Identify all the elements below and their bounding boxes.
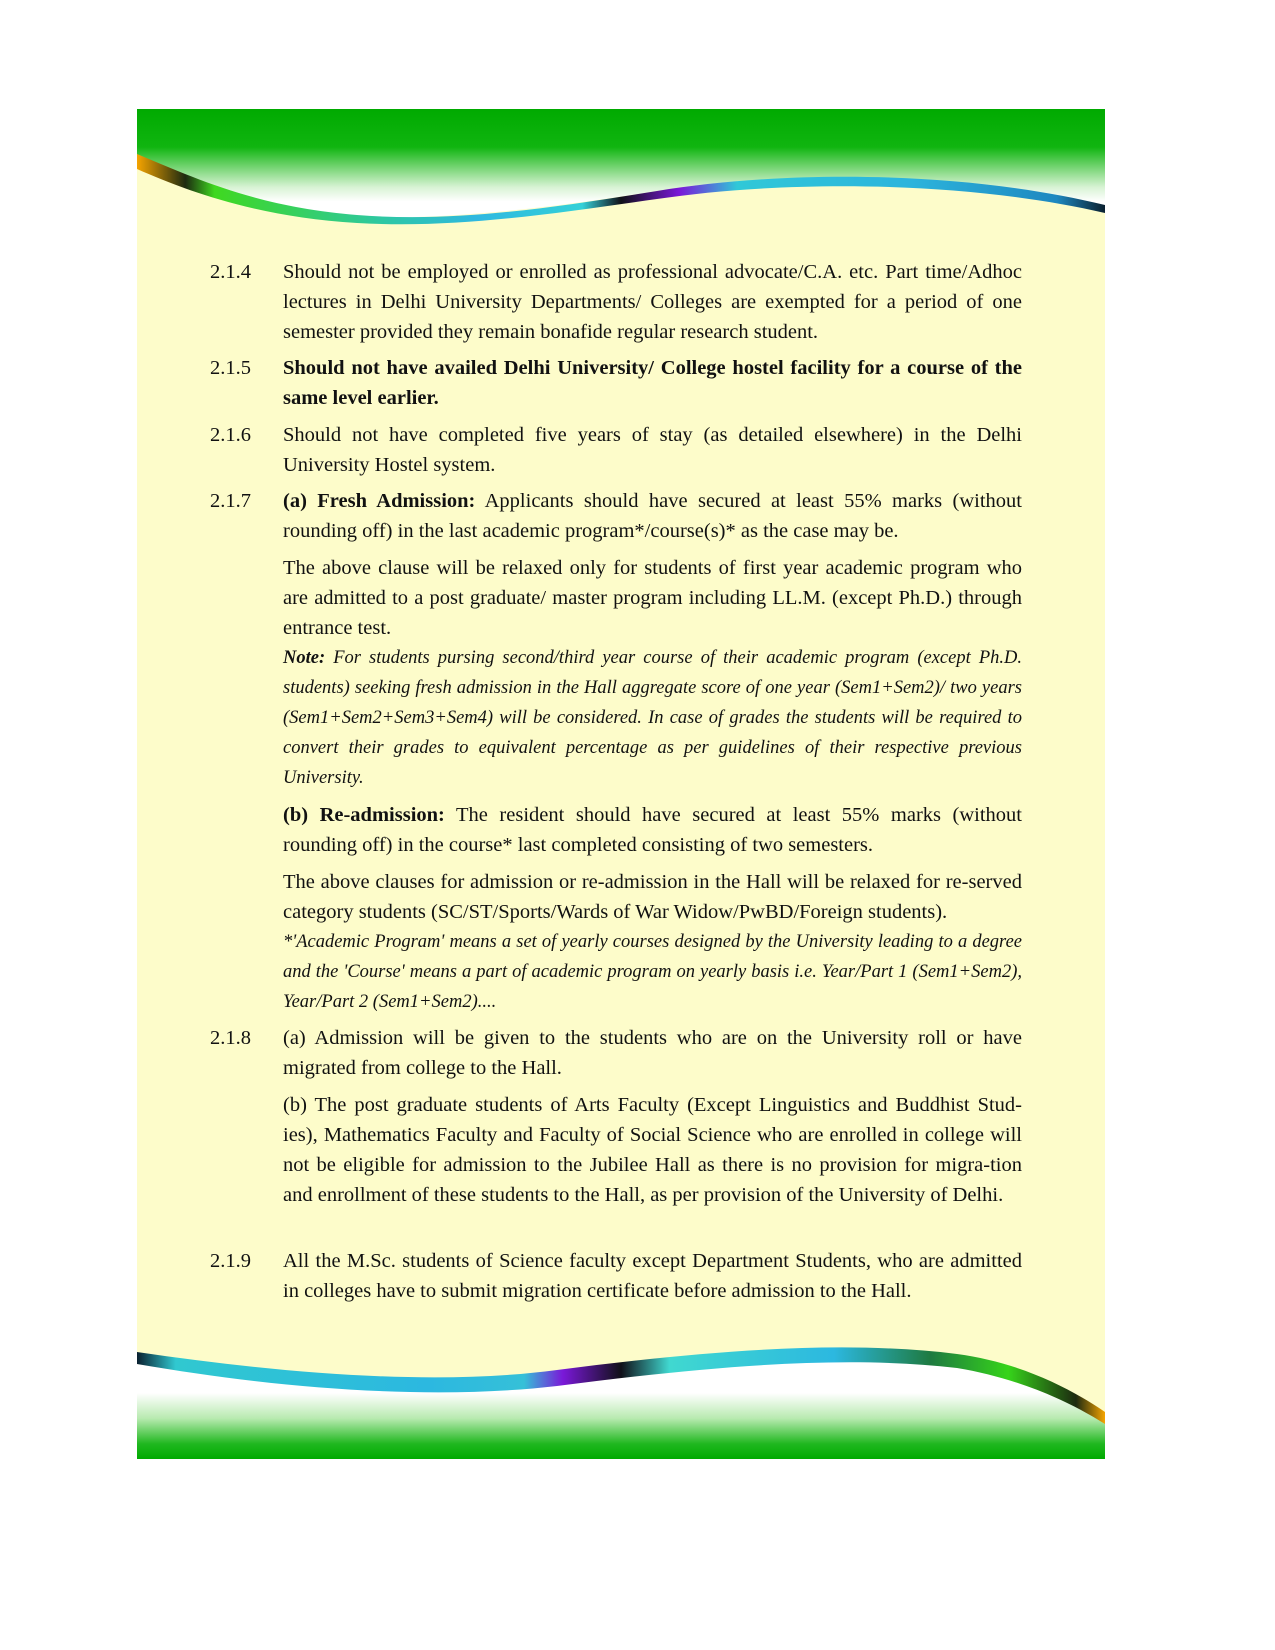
definition-note: *'Academic Program' means a set of yearly courses designed by the University leading to a degree and the 'Course' means a part of academic program on yearly basis i.e. Year/Part 1 (Sem1+Sem2), Year/Part 2 (Sem1+Sem2).... [283,932,1022,1012]
reserved-category-paragraph: The above clauses for admission or re-admission in the Hall will be relaxed for re-served category students (SC/ST/Sports/Wards of War Widow/PwBD/Foreign students). [283,871,1022,923]
clause-2-1-9 [210,1246,1022,1306]
clause-number: 2.1.8 [210,1027,251,1049]
clause-text-b: (b) The post graduate students of Arts Faculty (Except Linguistics and Buddhist Stud-ies), Mathematics Faculty and Faculty of Social Science who are enrolled in college will not be eligible for admission to the Jubilee Hall as there is no provision for migra-tion and enrollment of these students to the Hall, as per provision of the University of Delhi. [283,1094,1022,1206]
clause-number: 2.1.5 [210,357,251,379]
clause-text: Should not have availed Delhi University/ College hostel facility for a course of the same level earlier. [283,357,1022,409]
clause-text: Should not have completed five years of stay (as detailed elsewhere) in the Delhi University Hostel system. [283,424,1022,476]
clause-number: 2.1.9 [210,1250,251,1272]
fresh-admission-paragraph: (a) Fresh Admission: Applicants should have secured at least 55% marks (without rounding off) in the last academic program*/course(s)* as the case may be. [283,490,1022,542]
fresh-admission-label: (a) Fresh Admission: [283,490,476,512]
clause-2-1-4 [210,257,1022,347]
clause-text: All the M.Sc. students of Science faculty except Department Students, who are admitted in colleges have to submit migration certificate before admission to the Hall. [283,1250,1022,1302]
clause-2-1-6 [210,420,1022,480]
clause-number: 2.1.6 [210,424,251,446]
clause-number: 2.1.4 [210,261,251,283]
clause-2-1-5 [210,353,1022,413]
clause-number: 2.1.7 [210,490,251,512]
clause-2-1-7 [210,486,1022,1017]
document-page [137,109,1105,1459]
top-wave-banner [137,109,1105,229]
relaxation-paragraph: The above clause will be relaxed only for students of first year academic program who are admitted to a post graduate/ master program including LL.M. (except Ph.D.) through entrance test. [283,557,1022,639]
clause-2-1-8 [210,1023,1022,1210]
clause-text-a: (a) Admission will be given to the students who are on the University roll or have migrated from college to the Hall. [283,1027,1022,1079]
note-paragraph: Note: For students pursing second/third year course of their academic program (except Ph.D. students) seeking fresh admission in the Hall aggregate score of one year (Sem1+Sem2)/ two years (Sem1+Sem2+Sem3+Sem4) will be considered. In case of grades the students will be required to convert their grades to equivalent percentage as per guidelines of their respective previous University. [283,648,1022,788]
readmission-paragraph: (b) Re-admission: The resident should have secured at least 55% marks (without rounding off) in the course* last completed consisting of two semesters. [283,804,1023,856]
bottom-wave-banner [137,1334,1105,1459]
readmission-label: (b) Re-admission: [283,804,445,826]
clause-text: Should not be employed or enrolled as professional advocate/C.A. etc. Part time/Adhoc lectures in Delhi University Departments/ Colleges are exempted for a period of one semester provided they remain bonafide regular research student. [283,261,1022,343]
note-label: Note: [283,648,326,668]
